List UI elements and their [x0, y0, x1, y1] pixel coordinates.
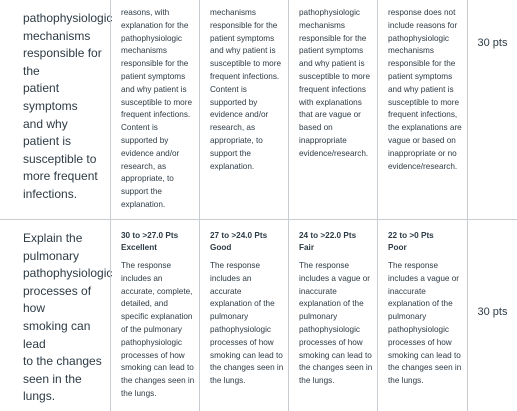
criterion-description: Explain the pulmonary pathophysiologic processes of how smoking can lead to the changes seen in the lungs.	[23, 231, 113, 404]
rating-description: pathophysiologic mechanisms responsible for the patient symptoms and why patient is susceptible to more frequent infections with explanations that are vague or based on inappropriate evidence/research.	[299, 8, 370, 158]
rating-description: The response includes a vague or inaccurate explanation of the pulmonary pathophysiologic processes of how smoking can lead to the changes seen in the lungs.	[388, 261, 462, 386]
rating-name: Poor	[388, 243, 407, 252]
rating-range: 30 to >27.0 Pts	[121, 231, 179, 240]
rating-cell-good	[199, 220, 288, 411]
points-value: 30 pts	[477, 37, 508, 49]
rating-cell-poor	[377, 0, 467, 219]
rating-description: The response includes an accurate explanation of the pulmonary pathophysiologic processes of how smoking can lead to the changes seen in the lungs.	[210, 261, 284, 386]
rating-description: response does not include reasons for pathophysiologic mechanisms responsible for the patient symptoms and why patient is susceptible to more frequent infections, the explanations are vague or based on inappropriate or no evidence/research.	[388, 8, 462, 171]
rating-cell-fair	[288, 0, 377, 219]
criterion-description: pathophysiologic mechanisms responsible for the patient symptoms and why patient is susceptible to more frequent infections.	[23, 11, 113, 201]
criterion-cell	[0, 220, 113, 411]
criterion-cell	[0, 0, 113, 219]
rating-range: 22 to >0 Pts	[388, 231, 434, 240]
rating-description: The response includes a vague or inaccurate explanation of the pulmonary pathophysiologic processes of how smoking can lead to the changes seen in the lungs.	[299, 261, 373, 386]
rubric-row	[0, 219, 517, 411]
rating-name: Excellent	[121, 243, 157, 252]
rating-cell-poor	[377, 220, 467, 411]
rating-cell-fair	[288, 220, 377, 411]
rating-description: The response includes an accurate, complete, detailed, and specific explanation of the pulmonary pathophysiologic processes of how smoking can lead to the changes seen in the lungs.	[121, 261, 195, 398]
rating-name: Fair	[299, 243, 315, 252]
rating-cell-good	[199, 0, 288, 219]
rating-cell-excellent	[110, 220, 199, 411]
rating-cell-excellent	[110, 0, 199, 219]
rating-range: 24 to >22.0 Pts	[299, 231, 357, 240]
rating-range: 27 to >24.0 Pts	[210, 231, 268, 240]
rating-description: reasons, with explanation for the pathophysiologic mechanisms responsible for the patient symptoms and why patient is susceptible to more frequent infections. Content is supported by evidence and/or research, as appropriate, to support the explanation.	[121, 8, 192, 209]
points-cell	[467, 0, 517, 219]
rating-name: Good	[210, 243, 232, 252]
rating-description: mechanisms responsible for the patient symptoms and why patient is susceptible to more frequent infections. Content is supported by evidence and/or research, as appropriate, to support the explanation.	[210, 8, 281, 171]
points-cell	[467, 220, 517, 411]
points-value: 30 pts	[477, 306, 508, 318]
